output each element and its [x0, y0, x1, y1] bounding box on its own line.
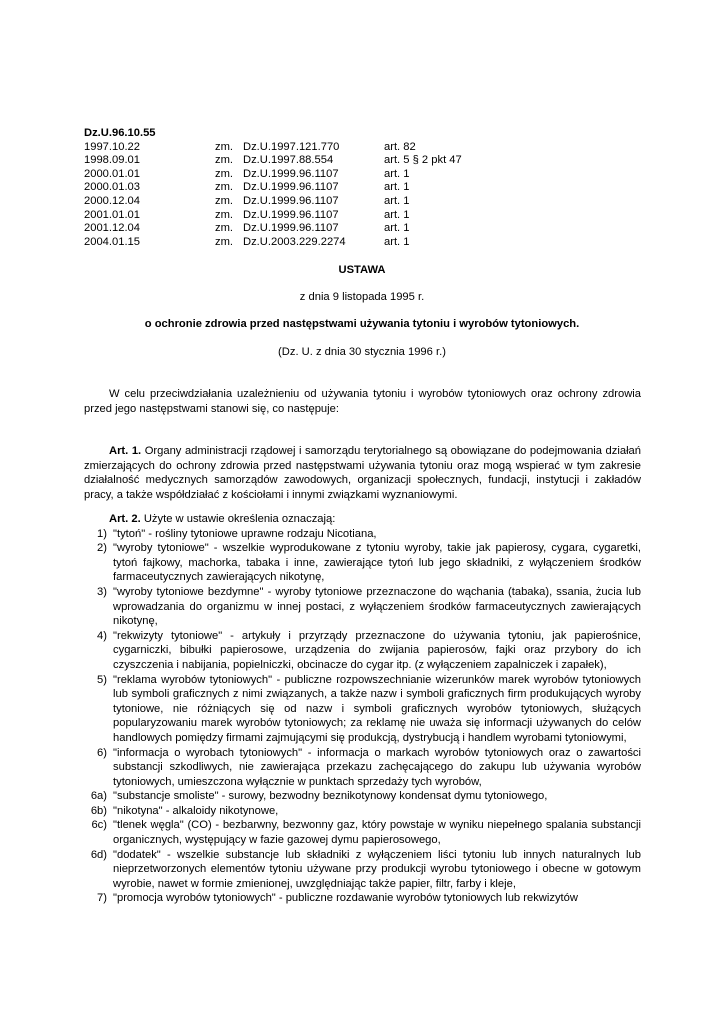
definition-item	[84, 629, 641, 673]
article-2-label: Art. 2.	[109, 513, 141, 525]
amendment-reference: Dz.U.1999.96.1107	[243, 181, 339, 194]
amendment-article: art. 1	[384, 167, 410, 180]
amendment-article: art. 1	[384, 208, 410, 221]
preamble	[84, 387, 641, 416]
amendment-date: 1997.10.22	[84, 140, 140, 153]
definition-item	[84, 891, 641, 906]
definition-number: 6)	[97, 746, 107, 759]
amendment-marker: zm.	[215, 208, 234, 221]
amendment-list	[84, 141, 462, 250]
amendment-header	[84, 127, 462, 249]
amendment-row	[84, 141, 462, 155]
article-1-label: Art. 1.	[109, 445, 142, 457]
amendment-date: 2004.01.15	[84, 235, 140, 248]
amendment-row	[84, 209, 462, 223]
definition-item	[84, 585, 641, 629]
amendment-date: 2000.01.01	[84, 167, 140, 180]
amendment-row	[84, 181, 462, 195]
article-1	[84, 444, 641, 502]
definition-text: "nikotyna" - alkaloidy nikotynowe,	[113, 804, 279, 817]
definition-list	[84, 527, 641, 906]
amendment-row	[84, 168, 462, 182]
definition-number: 2)	[97, 542, 107, 555]
amendment-marker: zm.	[215, 167, 234, 180]
definition-number: 7)	[97, 892, 107, 905]
article-2	[84, 512, 641, 906]
amendment-article: art. 5 § 2 pkt 47	[384, 154, 462, 167]
amendment-reference: Dz.U.1999.96.1107	[243, 222, 339, 235]
amendment-marker: zm.	[215, 194, 234, 207]
definition-text: "dodatek" - wszelkie substancje lub składniki z wyłączeniem liści tytoniu lub innych naturalnych lub nieprzetworzonych elementów tytoniu używane przy produkcji wyrobu tytoniowego i obecne w gotowym wyrobie, nawet w formie zmienionej, uwzględniając także papier, filtr, farby i kleje,	[113, 848, 641, 890]
definition-number: 3)	[97, 585, 107, 598]
definition-item	[84, 541, 641, 585]
amendment-date: 2000.12.04	[84, 194, 140, 207]
definition-text: "substancje smoliste" - surowy, bezwodny beznikotynowy kondensat dymu tytoniowego,	[113, 790, 548, 803]
definition-item	[84, 818, 641, 847]
amendment-row	[84, 236, 462, 250]
definition-text: "informacja o wyrobach tytoniowych" - informacja o markach wyrobów tytoniowych oraz o zawartości substancji szkodliwych, nie zawierająca przekazu zachęcającego do zakupu lub używania wyrobów tytoniowych, umieszczona wyłącznie w punktach sprzedaży tych wyrobów,	[113, 746, 641, 788]
article-2-intro-line	[84, 512, 641, 527]
amendment-article: art. 1	[384, 194, 410, 207]
amendment-reference: Dz.U.1999.96.1107	[243, 194, 339, 207]
act-publication: (Dz. U. z dnia 30 stycznia 1996 r.)	[278, 346, 446, 358]
definition-number: 6a)	[90, 790, 107, 803]
definition-text: "reklama wyrobów tytoniowych" - publiczne rozpowszechnianie wizerunków marek wyrobów tytoniowych lub symboli graficznych z nimi związanych, a także nazw i symboli graficznych firm produkujących wyroby tytoniowe, nie różniących się od nazw i symboli graficznych wyrobów tytoniowych, służących popularyzowaniu marek wyrobów tytoniowych; za reklamę nie uważa się informacji używanych do celów handlowych pomiędzy firmami zajmującymi się produkcją, dystrybucją i handlem wyrobami tytoniowymi,	[113, 673, 641, 744]
amendment-reference: Dz.U.1997.121.770	[243, 140, 340, 153]
definition-text: "promocja wyrobów tytoniowych" - publiczne rozdawanie wyrobów tytoniowych lub rekwizytów	[113, 892, 578, 905]
definition-item	[84, 527, 641, 542]
act-subject: o ochronie zdrowia przed następstwami używania tytoniu i wyrobów tytoniowych.	[144, 318, 580, 330]
journal-code: Dz.U.96.10.55	[84, 127, 156, 139]
definition-number: 6b)	[90, 804, 107, 817]
amendment-reference: Dz.U.1997.88.554	[243, 154, 334, 167]
definition-number: 5)	[97, 673, 107, 686]
definition-item	[84, 673, 641, 746]
article-1-text: Organy administracji rządowej i samorządu terytorialnego są obowiązane do podejmowania działań zmierzających do ochrony zdrowia przed następstwami używania tytoniu oraz mogą wspierać w tym zakresie działalność medycznych samorządów zawodowych, organizacji społecznych, fundacji, instytucji i zakładów pracy, a także współdziałać z kościołami i innymi związkami wyznaniowymi.	[84, 445, 642, 501]
definition-text: "rekwizyty tytoniowe" - artykuły i przyrządy przeznaczone do używania tytoniu, jak papierośnice, cygarniczki, bibułki papierosowe, urządzenia do zwijania papierosów, fajki oraz przybory do ich czyszczenia i nabijania, popielniczki, obcinacze do cygar itp. (z wyłączeniem zapalniczek i zapałek),	[113, 629, 641, 671]
amendment-date: 1998.09.01	[84, 154, 140, 167]
act-heading: USTAWA	[338, 264, 386, 276]
definition-text: "tlenek węgla" (CO) - bezbarwny, bezwonny gaz, który powstaje w wyniku niepełnego spalania substancji organicznych, występujący w fazie gazowej dymu papierosowego,	[113, 819, 641, 847]
amendment-reference: Dz.U.1999.96.1107	[243, 167, 339, 180]
amendment-row	[84, 195, 462, 209]
preamble-text: W celu przeciwdziałania uzależnieniu od używania tytoniu i wyrobów tytoniowych oraz ochrony zdrowia przed jego następstwami stanowi się, co następuje:	[84, 388, 641, 415]
definition-text: "wyroby tytoniowe" - wszelkie wyprodukowane z tytoniu wyroby, takie jak papierosy, cygara, cygaretki, tytoń fajkowy, machorka, tabaka i inne, zawierające tytoń lub jego składniki, z wyłączeniem środków farmaceutycznych zawierających nikotynę,	[113, 542, 641, 584]
amendment-marker: zm.	[215, 181, 234, 194]
amendment-reference: Dz.U.1999.96.1107	[243, 208, 339, 221]
amendment-row	[84, 154, 462, 168]
amendment-date: 2001.01.01	[84, 208, 140, 221]
definition-text: "wyroby tytoniowe bezdymne" - wyroby tytoniowe przeznaczone do wąchania (tabaka), ssania, żucia lub wprowadzania do organizmu w innej postaci, z wyłączeniem środków farmaceutycznych zawierających nikotynę,	[113, 585, 641, 628]
amendment-row	[84, 222, 462, 236]
amendment-reference: Dz.U.2003.229.2274	[243, 235, 346, 248]
definition-number: 4)	[97, 629, 107, 642]
definition-text: "tytoń" - rośliny tytoniowe uprawne rodzaju Nicotiana,	[113, 527, 377, 540]
amendment-article: art. 82	[384, 140, 416, 153]
amendment-date: 2001.12.04	[84, 222, 140, 235]
definition-item	[84, 789, 641, 804]
definition-item	[84, 804, 641, 819]
article-2-intro: Użyte w ustawie określenia oznaczają:	[143, 513, 336, 525]
definition-number: 6c)	[91, 819, 107, 832]
definition-item	[84, 746, 641, 790]
amendment-marker: zm.	[215, 222, 234, 235]
amendment-article: art. 1	[384, 222, 410, 235]
amendment-article: art. 1	[384, 235, 410, 248]
amendment-article: art. 1	[384, 181, 410, 194]
definition-number: 1)	[97, 527, 107, 540]
amendment-marker: zm.	[215, 235, 234, 248]
amendment-marker: zm.	[215, 140, 234, 153]
amendment-marker: zm.	[215, 154, 234, 167]
act-date: z dnia 9 listopada 1995 r.	[299, 291, 425, 303]
definition-number: 6d)	[90, 848, 107, 861]
definition-item	[84, 848, 641, 892]
amendment-date: 2000.01.03	[84, 181, 140, 194]
